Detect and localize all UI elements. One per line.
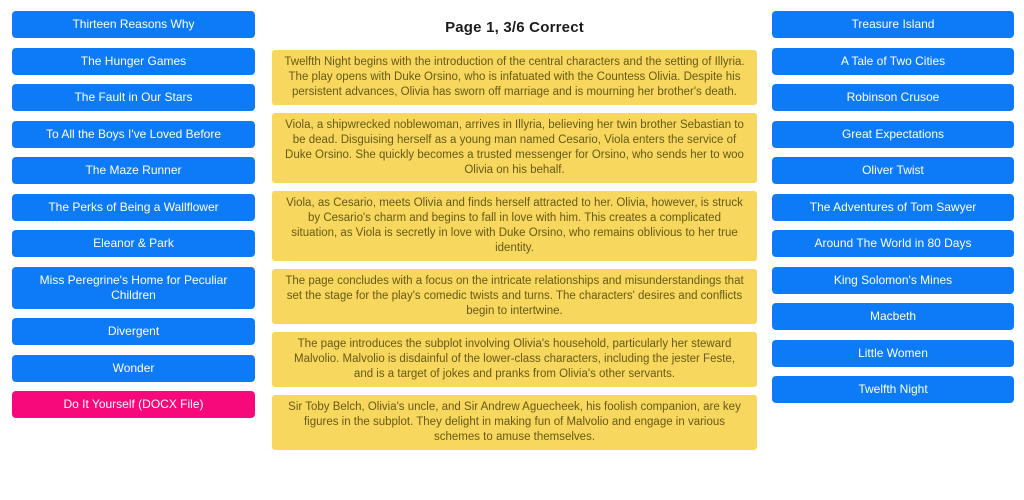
passage-card-3[interactable]: Viola, as Cesario, meets Olivia and finds herself attracted to her. Olivia, however, is struck by Cesario's charm and begins to fall in love with him. This creates a complicated situation, as Viola is secretly in love with Duke Orsino, who remains oblivious to her true identity.: [272, 191, 757, 261]
book-button-great-expectations[interactable]: Great Expectations: [772, 121, 1014, 148]
page-progress-title: Page 1, 3/6 Correct: [445, 19, 584, 36]
book-button-to-all-the-boys-ive-loved-before[interactable]: To All the Boys I've Loved Before: [12, 121, 255, 148]
left-answers-column: [12, 11, 255, 500]
book-button-treasure-island[interactable]: Treasure Island: [772, 11, 1014, 38]
book-button-the-fault-in-our-stars[interactable]: The Fault in Our Stars: [12, 84, 255, 111]
book-button-do-it-yourself-docx[interactable]: Do It Yourself (DOCX File): [12, 391, 255, 418]
passage-card-5[interactable]: The page introduces the subplot involving Olivia's household, particularly her steward Malvolio. Malvolio is disdainful of the lower-class characters, including the jester Feste, and is a target of jokes and pranks from Olivia's other servants.: [272, 332, 757, 387]
book-button-thirteen-reasons-why[interactable]: Thirteen Reasons Why: [12, 11, 255, 38]
book-button-little-women[interactable]: Little Women: [772, 340, 1014, 367]
passage-card-2[interactable]: Viola, a shipwrecked noblewoman, arrives in Illyria, believing her twin brother Sebastian to be dead. Disguising herself as a young man named Cesario, Viola enters the service of Duke Orsino. She quickly becomes a trusted messenger for Orsino, who sends her to woo Olivia on his behalf.: [272, 113, 757, 183]
passage-card-1[interactable]: Twelfth Night begins with the introduction of the central characters and the setting of Illyria. The play opens with Duke Orsino, who is infatuated with the Countess Olivia. Despite his persistent advances, Olivia has sworn off marriage and is mourning her brother's death.: [272, 50, 757, 105]
passages-panel: [272, 11, 757, 500]
book-button-oliver-twist[interactable]: Oliver Twist: [772, 157, 1014, 184]
book-button-twelfth-night[interactable]: Twelfth Night: [772, 376, 1014, 403]
book-button-around-the-world-in-80-days[interactable]: Around The World in 80 Days: [772, 230, 1014, 257]
book-button-the-adventures-of-tom-sawyer[interactable]: The Adventures of Tom Sawyer: [772, 194, 1014, 221]
book-button-the-hunger-games[interactable]: The Hunger Games: [12, 48, 255, 75]
book-button-robinson-crusoe[interactable]: Robinson Crusoe: [772, 84, 1014, 111]
book-button-wonder[interactable]: Wonder: [12, 355, 255, 382]
book-button-divergent[interactable]: Divergent: [12, 318, 255, 345]
book-button-macbeth[interactable]: Macbeth: [772, 303, 1014, 330]
book-button-the-maze-runner[interactable]: The Maze Runner: [12, 157, 255, 184]
right-answers-column: [772, 11, 1014, 500]
passage-card-list: [272, 50, 757, 450]
passage-card-6[interactable]: Sir Toby Belch, Olivia's uncle, and Sir Andrew Aguecheek, his foolish companion, are key figures in the subplot. They delight in making fun of Malvolio and engage in various schemes to amuse themselves.: [272, 395, 757, 450]
book-button-the-perks-of-being-a-wallflower[interactable]: The Perks of Being a Wallflower: [12, 194, 255, 221]
book-button-a-tale-of-two-cities[interactable]: A Tale of Two Cities: [772, 48, 1014, 75]
passage-card-4[interactable]: The page concludes with a focus on the intricate relationships and misunderstandings that set the stage for the play's comedic twists and turns. The characters' desires and conflicts begin to intertwine.: [272, 269, 757, 324]
book-button-miss-peregrines-home[interactable]: Miss Peregrine's Home for Peculiar Children: [12, 267, 255, 309]
book-button-eleanor-and-park[interactable]: Eleanor & Park: [12, 230, 255, 257]
book-button-king-solomons-mines[interactable]: King Solomon's Mines: [772, 267, 1014, 294]
